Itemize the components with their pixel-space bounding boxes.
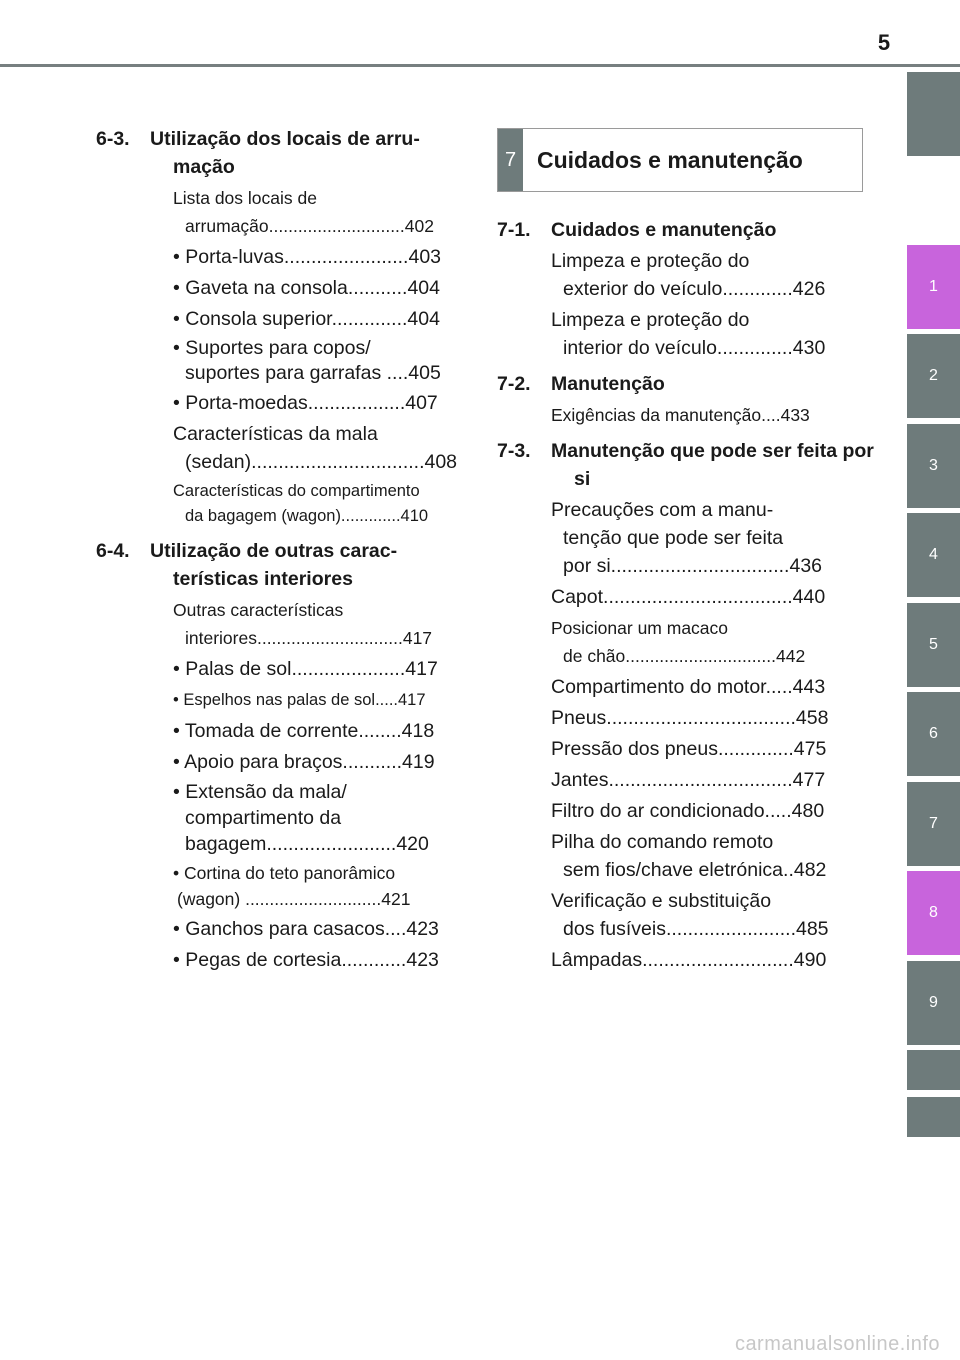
tab-2[interactable]: 2 xyxy=(907,334,960,418)
section-number: 6-4. xyxy=(96,540,130,562)
toc-entry[interactable]: Limpeza e proteção do exterior do veículo.............426 xyxy=(551,250,826,300)
toc-entry[interactable]: Posicionar um macaco de chão...............................442 xyxy=(551,618,806,666)
tab-3[interactable]: 3 xyxy=(907,424,960,508)
toc-entry[interactable]: • Gaveta na consola...........404 xyxy=(173,277,440,299)
page-number: 5 xyxy=(877,30,891,55)
tab-8[interactable]: 8 xyxy=(907,871,960,955)
toc-entry[interactable]: Compartimento do motor.....443 xyxy=(551,676,826,698)
tab-6[interactable]: 6 xyxy=(907,692,960,776)
tab-4[interactable]: 4 xyxy=(907,513,960,597)
section-7-1 xyxy=(497,216,877,244)
section-number: 7-3. xyxy=(497,440,531,462)
toc-entry[interactable]: • Porta-moedas..................407 xyxy=(173,392,438,414)
tab-blank-b[interactable] xyxy=(907,1097,960,1137)
tab-7[interactable]: 7 xyxy=(907,782,960,866)
section-title: Cuidados e manutenção xyxy=(551,219,777,241)
section-title: Manutenção que pode ser feita por si xyxy=(551,440,874,490)
toc-entry[interactable]: • Tomada de corrente........418 xyxy=(173,720,435,742)
toc-entry[interactable]: • Porta-luvas.......................403 xyxy=(173,246,442,268)
section-number: 6-3. xyxy=(96,128,130,150)
toc-entry[interactable]: Pilha do comando remoto sem fios/chave eletrónica..482 xyxy=(551,831,827,881)
toc-entry[interactable]: • Apoio para braços...........419 xyxy=(173,751,435,773)
watermark: carmanualsonline.info xyxy=(734,1333,940,1355)
right-column xyxy=(497,128,877,974)
section-title: Manutenção xyxy=(551,373,665,395)
section-6-4 xyxy=(96,537,464,593)
chapter-title: Cuidados e manutenção xyxy=(537,146,803,173)
tab-5[interactable]: 5 xyxy=(907,603,960,687)
toc-entry[interactable]: Pneus...................................458 xyxy=(551,707,829,729)
toc-entry[interactable]: • Palas de sol.....................417 xyxy=(173,658,438,680)
tab-blank-a[interactable] xyxy=(907,1050,960,1090)
toc-entry[interactable]: Filtro do ar condicionado.....480 xyxy=(551,800,825,822)
section-6-3 xyxy=(96,125,464,181)
header-rule xyxy=(0,64,960,67)
toc-entry[interactable]: Pressão dos pneus..............475 xyxy=(551,738,827,760)
section-7-3 xyxy=(497,437,877,493)
section-7-2 xyxy=(497,370,877,398)
toc-entry[interactable]: Outras características interiores..............................417 xyxy=(173,600,433,648)
toc-entry[interactable]: Lista dos locais de arrumação............................402 xyxy=(173,188,434,236)
toc-entry[interactable]: • Espelhos nas palas de sol.....417 xyxy=(173,691,426,709)
toc-entry[interactable]: Lâmpadas............................490 xyxy=(551,949,827,971)
section-title: Utilização de outras carac-terísticas interiores xyxy=(150,540,398,590)
toc-entry[interactable]: Verificação e substituição dos fusíveis........................485 xyxy=(551,890,829,940)
toc-entry[interactable]: Exigências da manutenção....433 xyxy=(551,405,810,425)
section-number: 7-2. xyxy=(497,373,531,395)
left-column xyxy=(96,125,464,974)
toc-entry[interactable]: • Cortina do teto panorâmico (wagon) ............................421 xyxy=(173,863,411,909)
tab-9[interactable]: 9 xyxy=(907,961,960,1045)
toc-entry[interactable]: Características da mala (sedan)................................408 xyxy=(173,423,458,473)
toc-entry[interactable]: • Ganchos para casacos....423 xyxy=(173,918,439,940)
section-number: 7-1. xyxy=(497,219,531,241)
tab-1[interactable]: 1 xyxy=(907,245,960,329)
toc-entry[interactable]: • Extensão da mala/ compartimento da bagagem........................420 xyxy=(173,781,429,855)
toc-entry[interactable]: Características do compartimento da bagagem (wagon).............410 xyxy=(173,482,429,525)
toc-entry[interactable]: • Pegas de cortesia............423 xyxy=(173,949,439,971)
toc-entry[interactable]: Jantes..................................477 xyxy=(551,769,826,791)
tab-blank-top[interactable] xyxy=(907,72,960,156)
toc-entry[interactable]: • Consola superior..............404 xyxy=(173,308,440,330)
toc-entry[interactable]: • Suportes para copos/ suportes para garrafas ....405 xyxy=(173,337,441,384)
toc-entry[interactable]: Capot...................................440 xyxy=(551,586,826,608)
section-title: Utilização dos locais de arru-mação xyxy=(150,128,420,178)
chapter-header xyxy=(497,128,863,192)
chapter-number: 7 xyxy=(498,129,523,191)
toc-entry[interactable]: Limpeza e proteção do interior do veículo..............430 xyxy=(551,309,826,359)
toc-entry[interactable]: Precauções com a manu- tenção que pode ser feita por si.................................436 xyxy=(551,499,823,577)
